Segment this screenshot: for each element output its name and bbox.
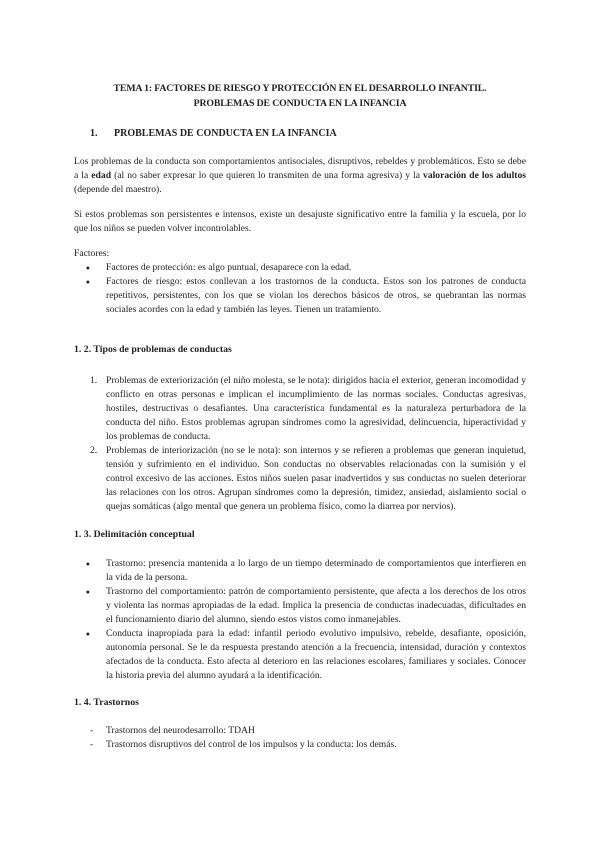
- list-item: 2. Problemas de interiorización (no se le nota): son internos y se refieren a problemas que generan inquietud, tensión y sufrimiento en el individuo. Son conductas no observables relacionadas con la sumisión y el control excesivo de las acciones. Estos niños suelen pasar inadvertidos y sus conductas no suelen deteriorar las relaciones con los otros. Agrupan síndromes como la depresión, timidez, ansiedad, aislamiento social o quejas somáticas (algo mental que genera un problema físico, como la diarrea por nervios).: [90, 445, 526, 512]
- bullet-icon: [74, 275, 106, 289]
- section-1-heading: [74, 127, 526, 141]
- factors-list: [74, 261, 526, 317]
- list-item: ● Trastorno del comportamiento: patrón de comportamiento persistente, que afecta a los derechos de los otros y violenta las normas apropiadas de la edad. Implica la presencia de conductas inadecuadas, dificultades en el funcionamiento diario del alumno, siendo estos vistos como inmanejables.: [74, 585, 526, 627]
- section-1-3-heading: 1. 3. Delimitación conceptual: [74, 529, 195, 540]
- list-item: ● Trastorno: presencia mantenida a lo largo de un tiempo determinado de comportamientos que interfieren en la vida de la persona.: [74, 557, 526, 585]
- list-item: ● Factores de riesgo: estos conllevan a los trastornos de la conducta. Estos son los patrones de conducta repetitivos, persistentes, con los que se violan los derechos básicos de otros, se quebrantan las normas sociales acordes con la edad y también las leyes. Tienen un tratamiento.: [74, 275, 526, 317]
- section-1-4-heading: 1. 4. Trastornos: [74, 697, 139, 708]
- dash-marker: -: [90, 739, 94, 750]
- bullet-icon: [74, 585, 106, 599]
- bullet-icon: [74, 261, 106, 275]
- section-1-number: 1.: [90, 128, 98, 139]
- conceptual-list: [74, 557, 526, 683]
- bullet-icon: [74, 557, 106, 571]
- section-1-2-heading: 1. 2. Tipos de problemas de conductas: [74, 344, 232, 355]
- bold-valoracion: valoración de los adultos: [423, 170, 526, 181]
- problem-types-list: [74, 374, 526, 514]
- title-line-1: TEMA 1: FACTORES DE RIESGO Y PROTECCIÓN EN EL DESARROLLO INFANTIL.: [113, 83, 487, 94]
- section-1-paragraph-1: Los problemas de la conducta son comportamientos antisociales, disruptivos, rebeldes y problemáticos. Esto se debe a la edad (al no saber expresar lo que quieren lo transmiten de una forma agresiva) y la valoración de los adultos (depende del maestro).: [74, 156, 526, 195]
- list-item: 1. Problemas de exteriorización (el niño molesta, se le nota): dirigidos hacia el exterior, generan incomodidad y conflicto en otras personas e implican el incumplimiento de las normas sociales. Conductas agresivas, hostiles, destructivas o desafiantes. Una característica fundamental es la naturaleza perturbadora de la conducta del niño. Estos problemas agrupan síndromes como la agresividad, delincuencia, hiperactividad y los problemas de conducta.: [90, 375, 526, 442]
- list-item: - Trastornos disruptivos del control de los impulsos y la conducta: los demás.: [74, 738, 526, 752]
- section-1-paragraph-2: Si estos problemas son persistentes e intensos, existe un desajuste significativo entre la familia y la escuela, por lo que los niños se pueden volver incontrolables.: [74, 209, 526, 234]
- section-1-heading-text: PROBLEMAS DE CONDUCTA EN LA INFANCIA: [114, 128, 337, 139]
- dash-marker: -: [90, 725, 94, 736]
- bullet-icon: [74, 627, 106, 641]
- list-item: ● Conducta inapropiada para la edad: infantil periodo evolutivo impulsivo, rebelde, desafiante, oposición, autonomía personal. Se le da respuesta prestando atención a la frecuencia, intensidad, duración y contextos afectados de la conducta. Esto afecta al deterioro en las relaciones escolares, familiares y sociales. Conocer la historia previa del alumno ayudará a la identificación.: [74, 627, 526, 683]
- title-line-2: PROBLEMAS DE CONDUCTA EN LA INFANCIA: [193, 97, 407, 109]
- bold-edad: edad: [91, 170, 112, 181]
- factors-label: Factores:: [74, 248, 110, 259]
- list-item: - Trastornos del neurodesarrollo: TDAH: [74, 724, 526, 738]
- disorders-list: [74, 724, 526, 752]
- document-title: [74, 82, 526, 111]
- list-item: ● Factores de protección: es algo puntual, desaparece con la edad.: [74, 261, 526, 275]
